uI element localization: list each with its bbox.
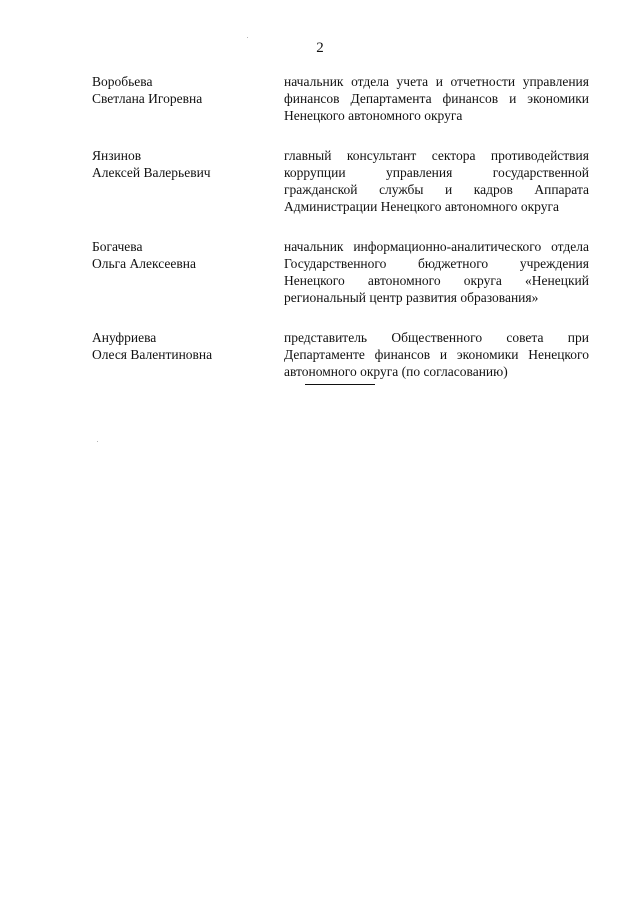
member-name	[92, 73, 277, 124]
member-surname: Богачева	[92, 239, 143, 254]
member-name	[92, 238, 277, 306]
member-given-names: Олеся Валентиновна	[92, 347, 213, 362]
closing-divider-line	[305, 384, 375, 385]
member-position: представитель Общественного совета при Департаменте финансов и экономики Ненецкого автономного округа (по согласованию)	[284, 330, 589, 379]
member-entry	[92, 73, 589, 124]
member-entry	[92, 329, 589, 380]
member-name	[92, 329, 277, 380]
page-number: 2	[316, 40, 324, 56]
member-surname: Воробьева	[92, 74, 153, 89]
member-position: начальник отдела учета и отчетности управления финансов Департамента финансов и экономики Ненецкого автономного округа	[284, 74, 589, 123]
member-given-names: Ольга Алексеевна	[92, 256, 196, 271]
member-list	[92, 73, 589, 403]
member-position: начальник информационно-аналитического отдела Государственного бюджетного учреждения Ненецкого автономного округа «Ненецкий региональный центр развития образования»	[284, 239, 589, 305]
scan-speck	[247, 37, 248, 38]
member-given-names: Светлана Игоревна	[92, 91, 203, 106]
scan-speck	[97, 441, 98, 442]
member-position: главный консультант сектора противодействия коррупции управления государственной гражданской службы и кадров Аппарата Администрации Ненецкого автономного округа	[284, 148, 589, 214]
member-name	[92, 147, 277, 215]
member-entry	[92, 147, 589, 215]
member-given-names: Алексей Валерьевич	[92, 165, 211, 180]
member-surname: Янзинов	[92, 148, 142, 163]
member-entry	[92, 238, 589, 306]
member-surname: Ануфриева	[92, 330, 157, 345]
